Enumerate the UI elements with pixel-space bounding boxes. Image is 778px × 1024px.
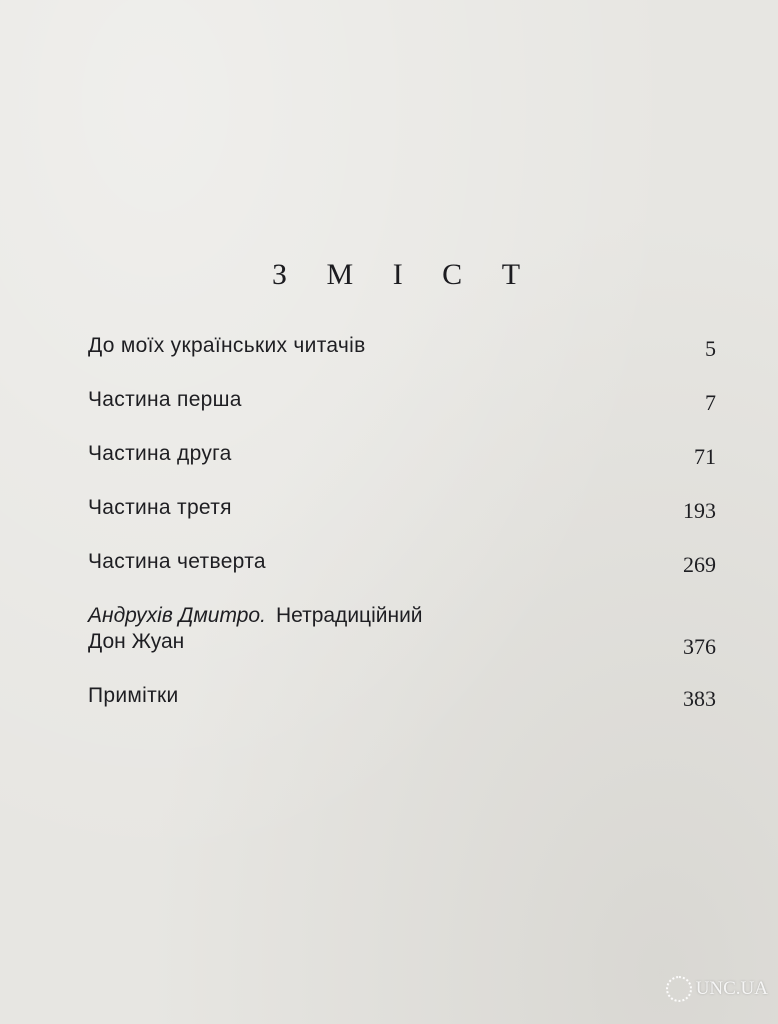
toc-entry-label: Частина перша [88,388,242,411]
toc-entry-line1 [88,604,423,628]
toc-entry-label: Частина третя [88,496,232,519]
toc-entry-essay [88,604,716,684]
toc-entry-title-part2: Дон Жуан [88,630,185,653]
toc-entry-page: 383 [683,686,716,711]
table-of-contents [88,334,716,738]
toc-entry-page: 5 [705,336,716,361]
toc-entry-page: 71 [694,444,716,469]
toc-entry [88,442,716,496]
toc-entry-title-part1: Нетрадиційний [275,604,423,627]
watermark [666,976,768,1002]
toc-entry-label: Примітки [88,684,179,707]
toc-entry-label: До моїх українських читачів [88,334,366,357]
sun-logo-icon [666,976,692,1002]
toc-entry [88,334,716,388]
toc-entry [88,684,716,738]
toc-entry [88,388,716,442]
toc-entry-page: 193 [683,498,716,523]
toc-entry-author: Андрухів Дмитро. [88,604,266,627]
toc-entry-page: 7 [705,390,716,415]
page-title: З М І С Т [271,258,537,291]
toc-entry-label: Частина четверта [88,550,266,573]
toc-entry [88,496,716,550]
watermark-text: UNC.UA [695,978,768,999]
toc-entry-page: 376 [683,634,716,659]
toc-entry [88,550,716,604]
toc-entry-label: Частина друга [88,442,232,465]
toc-entry-page: 269 [683,552,716,577]
